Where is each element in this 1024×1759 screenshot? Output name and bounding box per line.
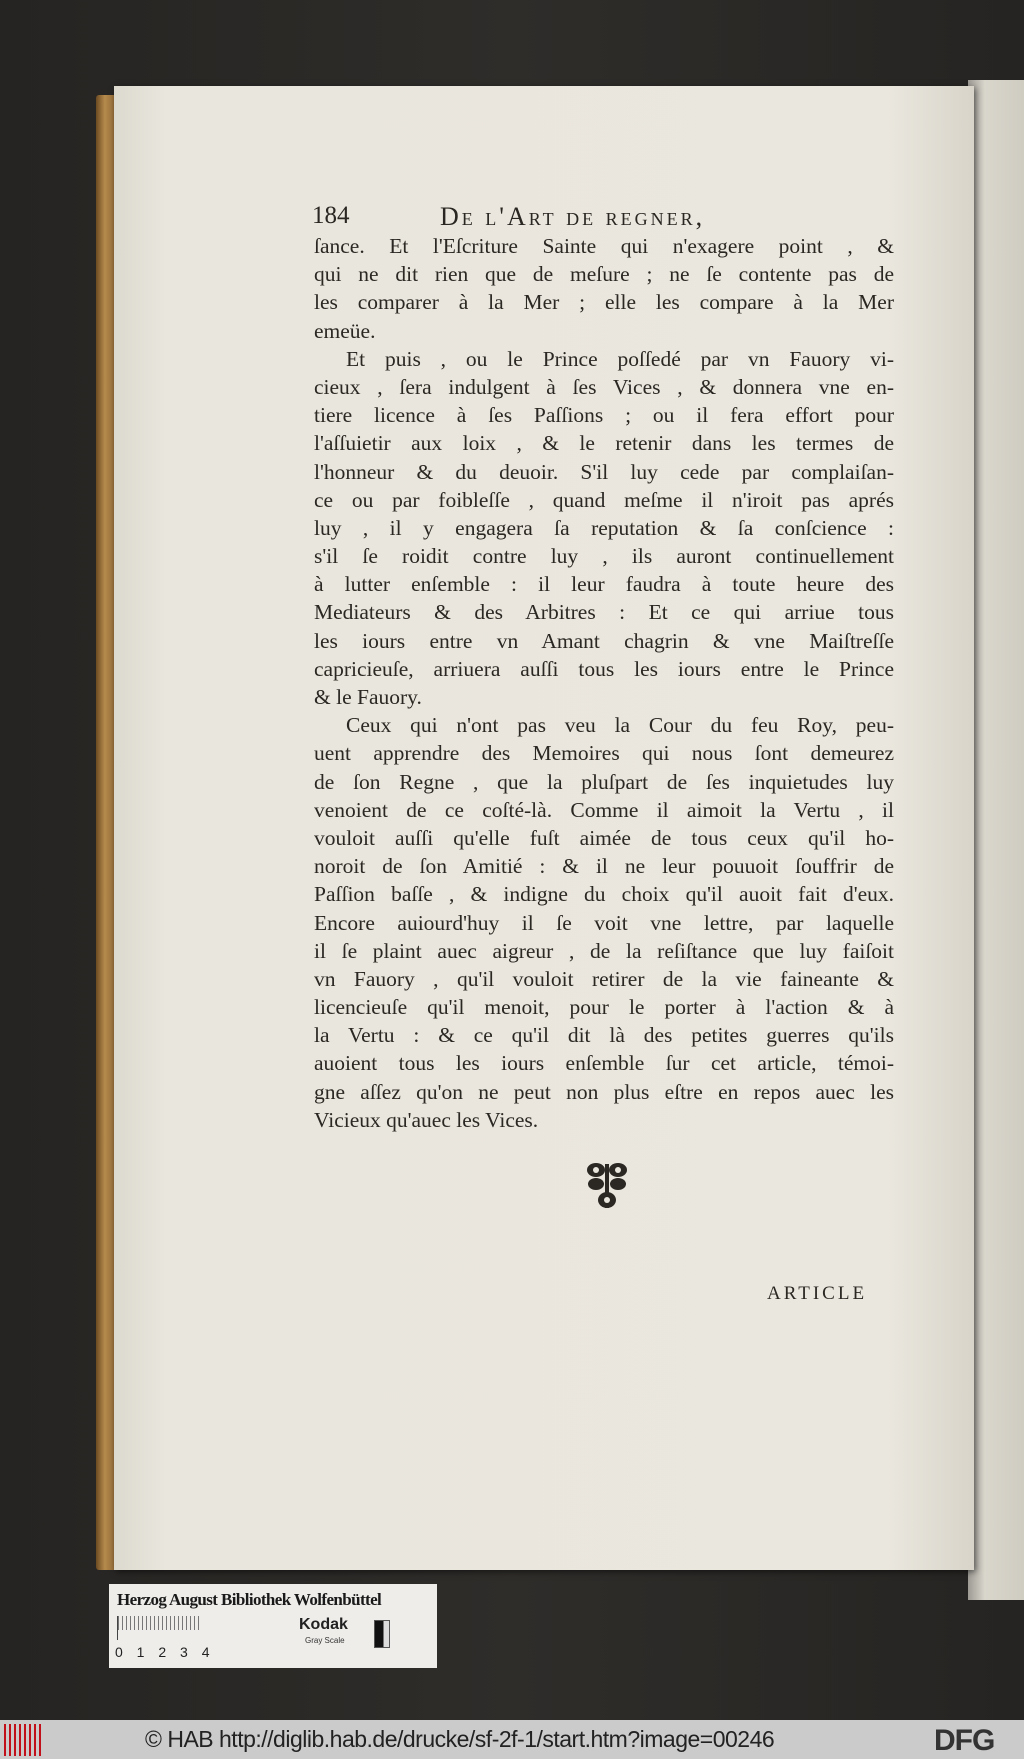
text-line: venoient de ce coſté-là. Comme il aimoit la Vertu , il <box>314 797 894 822</box>
text-line: les comparer à la Mer ; elle les compare à la Mer <box>314 290 894 315</box>
text-line: s'il ſe roidit contre luy , ils auront continuellement <box>314 544 894 569</box>
page-number: 184 <box>312 202 350 229</box>
text-line: qui ne dit rien que de meſure ; ne ſe contente pas de <box>314 262 894 287</box>
scale-ruler <box>117 1616 202 1640</box>
text-line: Paſſion baſſe , & indigne du choix qu'il auoit fait d'eux. <box>314 882 894 907</box>
text-line: gne aſſez qu'on ne peut non plus eſtre en repos auec les <box>314 1079 894 1104</box>
text-line: l'honneur & du deuoir. S'il luy cede par complaiſan- <box>314 459 894 484</box>
text-line: emeüe. <box>314 318 376 343</box>
library-name: Herzog August Bibliothek Wolfenbüttel <box>117 1590 382 1609</box>
text-line: uent apprendre des Memoires qui nous ſont demeurez <box>314 741 894 766</box>
text-line: auoient tous les iours enſemble ſur cet article, témoi- <box>314 1051 894 1076</box>
adjacent-page-edge <box>968 80 1024 1600</box>
running-title: De l'Art de regner, <box>440 202 706 231</box>
text-line: Encore auiourd'huy il ſe voit vne lettre, par laquelle <box>314 910 894 935</box>
copyright-link[interactable]: © HAB http://diglib.hab.de/drucke/sf-2f-1/start.htm?image=00246 <box>145 1726 775 1752</box>
text-line: luy , il y engagera ſa reputation & ſa conſcience : <box>314 515 894 540</box>
text-line: Ceux qui n'ont pas veu la Cour du feu Roy, peu- <box>346 713 894 738</box>
text-line: ſance. Et l'Eſcriture Sainte qui n'exagere point , & <box>314 234 894 258</box>
text-line: cieux , ſera indulgent à ſes Vices , & donnera vne en- <box>314 374 894 399</box>
text-line: Vicieux qu'auec les Vices. <box>314 1107 539 1132</box>
running-header <box>312 202 896 236</box>
catchword: ARTICLE <box>767 1283 868 1304</box>
text-line: vouloit auſſi qu'elle fuſt aimée de tous ceux qu'il ho- <box>314 825 894 850</box>
text-line: ce ou par foibleſſe , quand meſme il n'iroit pas aprés <box>314 487 894 512</box>
gray-swatch <box>374 1620 390 1648</box>
gray-scale-label: Gray Scale <box>305 1636 345 1645</box>
hab-logo-icon <box>4 1724 44 1756</box>
kodak-brand: Kodak <box>299 1616 348 1633</box>
footer-bar <box>0 1720 1024 1759</box>
library-color-card <box>109 1584 437 1668</box>
dfg-logo: DFG <box>934 1724 995 1757</box>
ornament-icon <box>584 1160 630 1210</box>
text-line: Mediateurs & des Arbitres : Et ce qui arriue tous <box>314 600 894 625</box>
page-body-text <box>314 232 894 1134</box>
text-line: tiere licence à ſes Paſſions ; ou il fera effort pour <box>314 403 894 428</box>
text-line: noroit de ſon Amitié : & il ne leur pouuoit ſouffrir de <box>314 854 894 879</box>
text-line: l'aſſuietir aux loix , & le retenir dans les termes de <box>314 431 894 456</box>
text-line: les iours entre vn Amant chagrin & vne Maiſtreſſe <box>314 628 894 653</box>
text-line: de ſon Regne , que la pluſpart de ſes inquietudes luy <box>314 769 894 794</box>
text-line: la Vertu : & ce qu'il dit là des petites guerres qu'ils <box>314 1023 894 1048</box>
text-line: licencieuſe qu'il menoit, pour le porter à l'action & à <box>314 995 894 1020</box>
ruler-numbers: 0 1 2 3 4 <box>115 1644 210 1660</box>
text-line: capricieuſe, arriuera auſſi tous les iours entre le Prince <box>314 656 894 681</box>
text-line: & le Fauory. <box>314 685 422 709</box>
text-line: à lutter enſemble : il leur faudra à toute heure des <box>314 572 894 597</box>
text-line: Et puis , ou le Prince poſſedé par vn Fauory vi- <box>346 346 894 371</box>
text-line: il ſe plaint auec aigreur , de la reſiſtance que luy faiſoit <box>314 938 894 963</box>
text-line: vn Fauory , qu'il vouloit retirer de la vie faineante & <box>314 966 894 991</box>
